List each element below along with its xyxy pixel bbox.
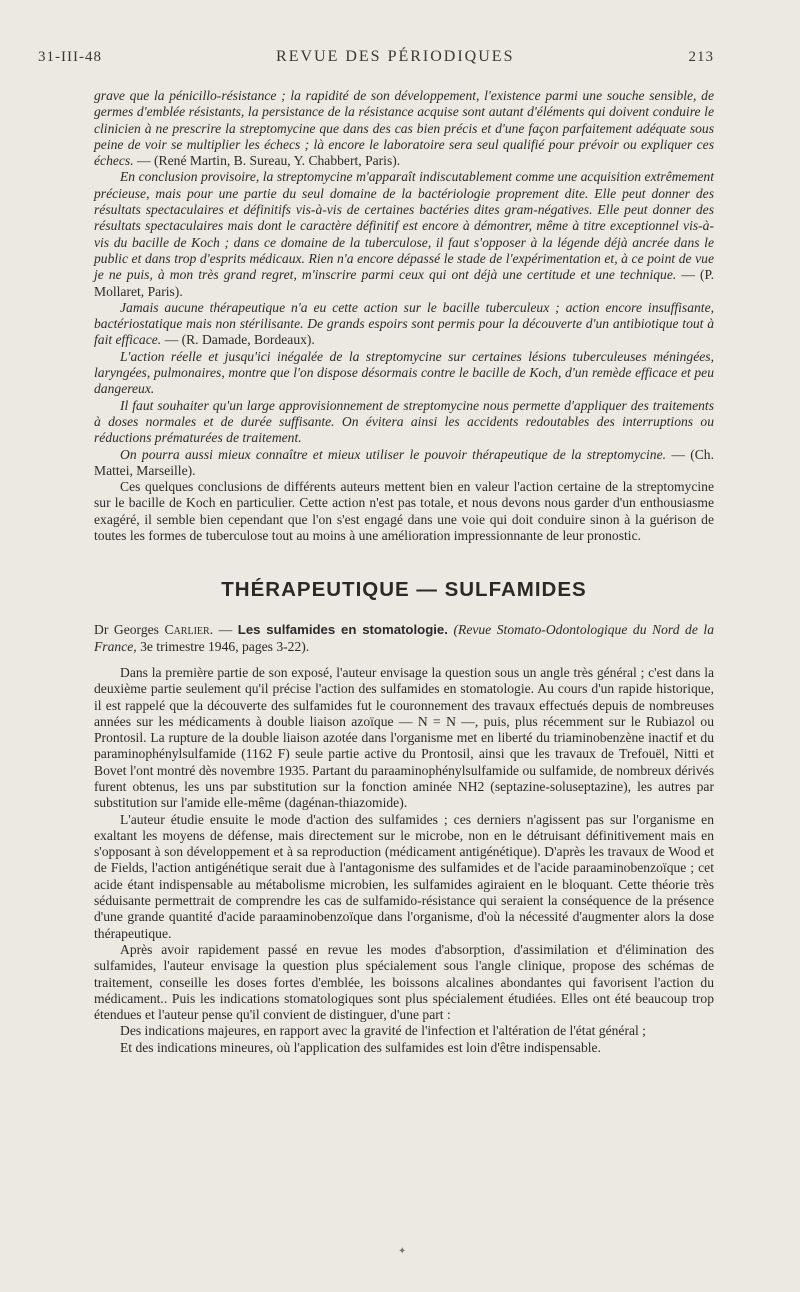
paragraph-3: Jamais aucune thérapeutique n'a eu cette action sur le bacille tuberculeux ; action encore insuffisante, bactériostatique mais non stérilisante. De grands espoirs sont permis pour la découverte d'un antibiotique tout à fait efficace. — (R. Damade, Bordeaux). [94, 299, 714, 348]
citation-4: — (Ch. Mattei, Marseille). [94, 446, 714, 478]
source-journal: (Revue Stomato-Odontologique du Nord de la France, [94, 622, 714, 654]
ink-speck: ✦ [398, 1246, 407, 1257]
article-paragraph-4: Des indications majeures, en rapport avec la gravité de l'infection et l'altération de l'état général ; [120, 1023, 646, 1039]
journal-title: REVUE DES PÉRIODIQUES [276, 48, 515, 65]
article-paragraph-5: Et des indications mineures, où l'application des sulfamides est loin d'être indispensable. [120, 1039, 601, 1055]
article-paragraph-2: L'auteur étudie ensuite le mode d'action des sulfamides ; ces derniers n'agissent pas sur l'organisme en exaltant les moyens de défense, mais directement sur le microbe, non en le détruisant définitivement mais en s'opposant à son développement et à sa reproduction (médicament antigénétique). D'après les travaux de Wood et de Fields, l'action antigénétique serait due à l'antagonisme des sulfamides et de l'acide paraaminobenzoïque ; cet acide étant indispensable au métabolisme microbien, les sulfamides agiraient en le bloquant. Cette théorie très séduisante permettrait de comprendre les cas de sulfamido-résistance qui seraient la conséquence de la présence d'une grande quantité d'acide paraaminobenzoïque dans l'organisme, d'où la nécessité d'augmenter alors la dose thérapeutique. [94, 811, 714, 941]
article-reference [94, 622, 714, 655]
section-title: THÉRAPEUTIQUE — SULFAMIDES [221, 578, 587, 602]
reference-prefix: Dr [94, 622, 109, 638]
paragraph-2: En conclusion provisoire, la streptomycine m'apparaît indiscutablement comme une acquisition extrêmement précieuse, mais pour une partie du seul domaine de la bactériologie proprement dite. Elle peut donner des résultats spectaculaires et définitifs vis-à-vis de certaines bactéries dites gram-négatives. Elle peut donner des résultats spectaculaires mais dont le caractère définitif est encore à démontrer, même à titre exceptionnel vis-à-vis du bacille de Koch ; dans ce domaine de la tuberculose, il faut s'opposer à la légende déjà ancrée dans le public et dans trop d'esprits médicaux. Rien n'a encore dépassé le stade de l'expérimentation et, à ce point de vue je ne puis, à mon très grand regret, m'inscrire parmi ceux qui ont déjà une certitude et une technique. — (P. Mollaret, Paris). [94, 169, 714, 299]
citation-3: — (R. Damade, Bordeaux). [164, 332, 315, 348]
paragraph-5: Il faut souhaiter qu'un large approvisionnement de streptomycine nous permette d'appliquer des traitements à doses normales et de durée suffisante. On évitera ainsi les accidents redoutables des interruptions ou réductions prématurées de traitement. [94, 397, 714, 446]
running-head [38, 48, 714, 66]
page-body [94, 88, 714, 1056]
article-paragraph-3: Après avoir rapidement passé en revue les modes d'absorption, d'assimilation et d'élimination des sulfamides, l'auteur envisage la question plus spécialement sous l'angle clinique, propose des schémas de traitement, conseille les doses fortes d'emblée, les boissons alcalines abondantes qui favorisent l'action du médicament.. Puis les indications stomatologiques sont plus spécialement étudiées. Elles ont été beaucoup trop étendues et l'auteur pense qu'il convient de distinguer, d'une part : [94, 941, 714, 1023]
page-number: 213 [688, 49, 714, 65]
article-paragraph-1: Dans la première partie de son exposé, l'auteur envisage la question sous un angle très général ; c'est dans la deuxième partie seulement qu'il précise l'action des sulfamides en stomatologie. Au cours d'un rapide historique, il est rappelé que la découverte des sulfamides fut le couronnement des travaux effectués depuis de nombreuses années sur les médicaments à double liaison azoïque — N = N —, puis, plus récemment sur le Rubiazol ou Prontosil. La rupture de la double liaison azotée dans l'organisme met en liberté du triaminobenzène inactif et du paraminophénylsulfamide (1162 F) seule partie active du Prontosil, ainsi que les travaux de Trefouël, Nitti et Bovet l'ont montré dès novembre 1935. Partant du paraaminophénylsulfamide ou sulfamide, de nombreux dérivés furent obtenus, les uns par substitution sur la fonction aminée NH2 (septazine-soluseptazine), les autres par substitution sur l'amide elle-même (dagénan-thiazomide). [94, 664, 714, 811]
paragraph-1: grave que la pénicillo-résistance ; la rapidité de son développement, l'existence parmi une souche sensible, de germes d'emblée résistants, la persistance de la résistance acquise sont autant d'éléments qui doivent conduire le clinicien à ne prescrire la streptomycine que dans des cas bien précis et d'une façon parfaitement adéquate sous peine de voir se multiplier les échecs ; là encore le laboratoire sera seul qualifié pour prévoir ou expliquer ces échecs. — (René Martin, B. Sureau, Y. Chabbert, Paris). [94, 88, 714, 169]
author-first-name: Georges [113, 622, 159, 638]
summary-paragraph: Ces quelques conclusions de différents auteurs mettent bien en valeur l'action certaine de la streptomycine sur le bacille de Koch en particulier. Cette action n'est pas totale, et nous devons nous garder d'un enthousiasme exagéré, il semble bien cependant que l'on s'est engagé dans une voie qui doit conduire sinon à la guérison de toutes les formes de tuberculose tout au moins à une amélioration impressionnante de leur pronostic. [94, 479, 714, 544]
citation-2: — (P. Mollaret, Paris). [94, 267, 714, 299]
paragraph-4: L'action réelle et jusqu'ici inégalée de la streptomycine sur certaines lésions tuberculeuses méningées, laryngées, pulmonaires, montre que l'on dispose désormais contre le bacille de Koch, d'un remède efficace et peu dangereux. [94, 348, 714, 397]
paragraph-6: On pourra aussi mieux connaître et mieux utiliser le pouvoir thérapeutique de la streptomycine. — (Ch. Mattei, Marseille). [94, 446, 714, 478]
issue-date: 31-III-48 [38, 49, 102, 65]
reference-dash: — [218, 622, 233, 638]
author-last-name: Carlier. [164, 622, 214, 638]
article-title: Les sulfamides en stomatologie. [237, 622, 448, 638]
source-details: 3e trimestre 1946, pages 3-22). [140, 638, 310, 654]
citation-1: — (René Martin, B. Sureau, Y. Chabbert, Paris). [137, 153, 401, 169]
